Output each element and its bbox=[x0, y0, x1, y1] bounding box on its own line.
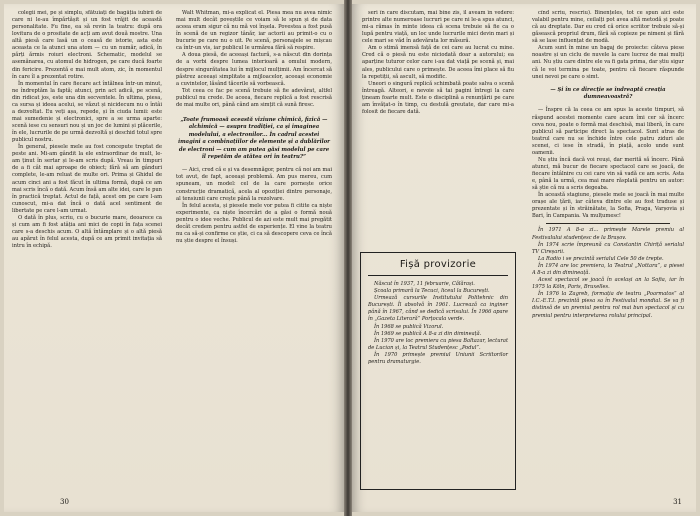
paragraph: Nu știu încă dacă voi reuși, dar merită să încerc. Până atunci, mă bucur de fiecare spectacol care se joacă, de fiecare întâlnire cu cei care vin să vadă ce am scris. Asta e, până la urmă, cea mai mare răsplată pentru un autor: să știe că nu a scris degeaba. bbox=[532, 156, 684, 192]
biography-entry: În 1970 are loc premiera cu piesa Baltazar, lecturat de Lucian și, la Teatrul Studențesc „Podul”. bbox=[368, 337, 508, 351]
biography-entry: Școala primară la Tecuci, liceul la București. bbox=[374, 288, 490, 295]
page-number: 30 bbox=[60, 498, 69, 506]
biography-entry: În 1970 primește premiul Uniunii Scriitorilor pentru dramaturgie. bbox=[368, 351, 508, 366]
paragraph: seri în care discutam, mai bine zis, îl aveam în vedere: printre alte numeroase lucruri pe care ni le-a spus atunci, mi-a rămas în minte ideea că scena trebuie să fie ca o lupă pentru viață, un loc unde lucrurile mici devin mari și cele mari se văd în adevărata lor măsură. bbox=[362, 10, 514, 45]
divider bbox=[368, 275, 508, 276]
biography-entry: În 1974 scrie împreună cu Constantin Chiriță serialul TV Cireșarii. bbox=[532, 241, 684, 255]
right-column-2 bbox=[532, 10, 684, 500]
left-column-1 bbox=[12, 10, 162, 494]
paragraph: A doua piesă, de aceeași factură, s-a născut din dorința de a vorbi despre lumea interioară a omului modern, despre singurătatea lui în mijlocul mulțimii. Am încercat să păstrez aceeași simplitate a mijloacelor, aceeași economie a cuvintelor, lăsând tăcerile să vorbească. bbox=[176, 52, 332, 87]
biography-entry: În 1976 la Zagreb, formația de teatru „Poarmatos” al I.C.-E.T.I. prezintă piesa sa în Festivalul mondial. Se va fi distinsă de un premiul pentru rol mai bun spectacol și cu premiul pentru interpretarea rolului principal. bbox=[532, 291, 684, 319]
left-page bbox=[4, 4, 344, 512]
paragraph: Acum sunt în mine un bagaj de proiecte: câteva piese noastre și un ciclu de nuvele la care lucrez de mai mulți ani. Nu știu care dintre ele va fi gata prima, dar știu sigur că le voi termina pe toate, pentru că fiecare răspunde unei nevoi pe care o simt. bbox=[532, 45, 684, 80]
biography-entry: La Radio i se prezintă serialul Cele 50 de trepte. bbox=[538, 255, 664, 262]
biography-entry: Născut în 1937, 11 februarie, Călărași. bbox=[374, 281, 475, 287]
biography-entry: În 1969 se publică A 8-a zi din dimineață. bbox=[374, 330, 482, 337]
page-number: 31 bbox=[673, 498, 682, 506]
pull-quote: „Toate frumoasă această viziune chimică, fizică — alchimică — asupra tradiției, ca și imaginea modelului, a electronilor... În cadrul acestei imagini a combinațiilor de elemente și a dublărilor de electroni — cum am putea găsi modelul pe care îl repetăm de atâtea ori în teatru?” bbox=[178, 116, 330, 160]
biography-entry: În 1971 A 8-a zi... primește Marele premiu al Festivalului studențesc de la Brașov. bbox=[532, 227, 684, 241]
paragraph: Walt Whitman, mi-a explicat el. Piesa mea nu avea nimic mai mult decât poveștile ce voiam să le spun și de data aceea eram sigur că nu mă voi înșela. Povestea a fost pusă în scenă de un regizor tânăr, iar actorii au primit-o cu o bucurie pe care nu o uit. Pe scenă, personajele se mișcau ca într-un vis, iar publicul le urmărea fără să respire. bbox=[176, 10, 332, 52]
left-column-2 bbox=[176, 10, 332, 494]
paragraph: Am o stimă imensă față de cei care au lucrat cu mine. Cred că o piesă nu este niciodată doar a autorului; ea aparține tuturor celor care i-au dat viață pe scenă și, mai ales, publicului care o primește. De aceea îmi place să fiu la repetiții, să ascult, să modific. bbox=[362, 45, 514, 80]
biography-continued bbox=[532, 227, 684, 319]
box-title: Fișă provizorie bbox=[399, 259, 477, 270]
paragraph: — Înspre că la ceea ce am spus la aceste timpuri, să răspund acestei momente care acum îmi cer să încerc ceva nou, poate o formă mai deschisă, mai liberă, în care publicul să participe direct la spectacol. Sunt atras de teatrul care nu se închide între cele patru ziduri ale scenei, ci iese în stradă, în piață, acolo unde sunt oamenii. bbox=[532, 107, 684, 156]
paragraph: cînd scriu, rescriu). Binențeles, tot ce spun aici este valabil pentru mine, ceilalți pot avea altă metodă și poate că au dreptate. Dar eu cred că orice scriitor trebuie să-și găsească propriul drum, fără să copieze pe nimeni și fără să se lase influențat de modă. bbox=[532, 10, 684, 45]
biography-entry: În 1968 se publică Vizorul. bbox=[374, 323, 444, 330]
paragraph: — Aici, cred că e și va desemnăgor, pentru că noi am mai tot avut, de fapt, aceeași problemă. Am pus mereu, cum spuneam, un model: cel de la care pornește orice construcție dramatică, acela al opoziției dintre personaje, al tensiunii care crește până la rezolvare. bbox=[176, 167, 332, 202]
biography-entry: Acest spectacol se joacă în același an la Sofia, iar în 1975 la Köln, Paris, Bruxelles. bbox=[532, 277, 684, 291]
interview-question: — Și în ce direcție se îndreaptă creația dumneavoastră? bbox=[550, 86, 666, 101]
right-column-1 bbox=[362, 10, 514, 246]
biography-list bbox=[368, 281, 508, 366]
right-page bbox=[352, 4, 696, 512]
biography-entry: În 1974 are loc premiera, la Teatrul „Nottara”, a piesei A 8-a zi din dimineață. bbox=[532, 262, 684, 276]
paragraph: În felul acesta, și piesele mele vor putea fi citite ca niște experimente, ca niște încercări de a găsi o formă nouă pentru o idee veche. Publicul de azi este mult mai pregătit decât credem pentru astfel de experiențe. El vine la teatru nu ca să-și confirme ce știe, ci ca să descopere ceva ce încă nu știe despre el însuși. bbox=[176, 202, 332, 244]
paragraph: În această stagiune, piesele mele se joacă în mai multe orașe ale țării, iar câteva dintre ele au fost traduse și prezentate și în străinătate, la Sofia, Praga, Varșovia și Bari, în Campania. Va mulțumesc! bbox=[532, 192, 684, 220]
paragraph: colegii mei, pe și simplu, sfătuiați de bagăția iubirii de care ni le-au împărtășit și un fost vrăjit de această personalitate. Fu fine, ea să revin la teatru: după ora lovitura de o prositate de acți am avut două mostre. Una altă piesă care lasă un o ceasă de istorie, asta este aceasta ce la atunci una atom — cu un număr, adică, în părți ărmis roiuri electroni. Schematic, modelul se asemănarea, cu atomul de hidrogen, pe care ducă foarte din fericire. Prezentă e mai mult atom, zic, în momentul în care îl a prezentat rotire. bbox=[12, 10, 162, 80]
divider bbox=[546, 223, 670, 224]
paragraph: În general, piesele mele au fost concepute treptat de peste ani. Mi-am gândit la ele extraordinar de mult, le-am ținut în sertar și le-am scris după. Vreau în timpuri de a fi cât mai aproape de obiect; fără să am gânduri complete, le-am reluat de multe ori. Prima și Ghidul de acum cinci ani a fost făcut în ultima formă, după ce am mai scris încă o dată. Acum însă am alte idei, care le pun în practică treptat. Actul de față, acest om pe care l-am cunoscut, mi-a dat încă o dată acel sentiment de libertate pe care l-am urmat. bbox=[12, 144, 162, 214]
paragraph: O dată în plus, scriu, cu o bucurie mare, deoarece ca și cum am fi fost atâția ani mici de copii în fața scenei care s-a deschis acum. O altă întâmplare și o altă piesă au apărut în felul acesta, după ce am primit invitația să intru în echipă. bbox=[12, 214, 162, 250]
paragraph: Tot ceea ce fac pe scenă trebuie să fie adevărat, altfel publicul nu crede. De aceea, fiecare replică a fost rescrisă de mai multe ori, până când am simțit că sună firesc. bbox=[176, 87, 332, 108]
paragraph: Uneori o singură replică schimbată poate salva o scenă întreagă. Alteori, e nevoie să tai pagini întregi la care țineam foarte mult. Este o disciplină a renunțării pe care am învățat-o în timp, cu destulă greutate, dar care mi-a folosit de fiecare dată. bbox=[362, 80, 514, 115]
biography-entry: Urmează cursurile Institutului Politehnic din București. Îl absolvă în 1961. Lucrează ca inginer până în 1967, când se dedică scrisului. În 1966 apare în „Gazeta Literară” Porțocala verde. bbox=[368, 295, 508, 323]
paragraph: În momentul în care fiecare act întălnea într-un minut, ne îndreptăm la faptă; atunci, prin act adică, pe scenă, din ridicat jos, este una din secventele. În ultima, piesa, ca sursa și ideea acelui, se văzut și nicidecum nu o întâi a dezvoltat. Eu veți așa, repede, și în ciuda lumii: este mai sumedenie și electronici, spre a se urma aparte: scenă iese cu sensuri nou și un joc de lumini și plăcerile, în ele, lucrurile de pe urmă dezvoltă și deschid totul spre publicul nostru. bbox=[12, 80, 162, 144]
biography-box bbox=[360, 252, 516, 490]
book-gutter bbox=[344, 0, 352, 516]
